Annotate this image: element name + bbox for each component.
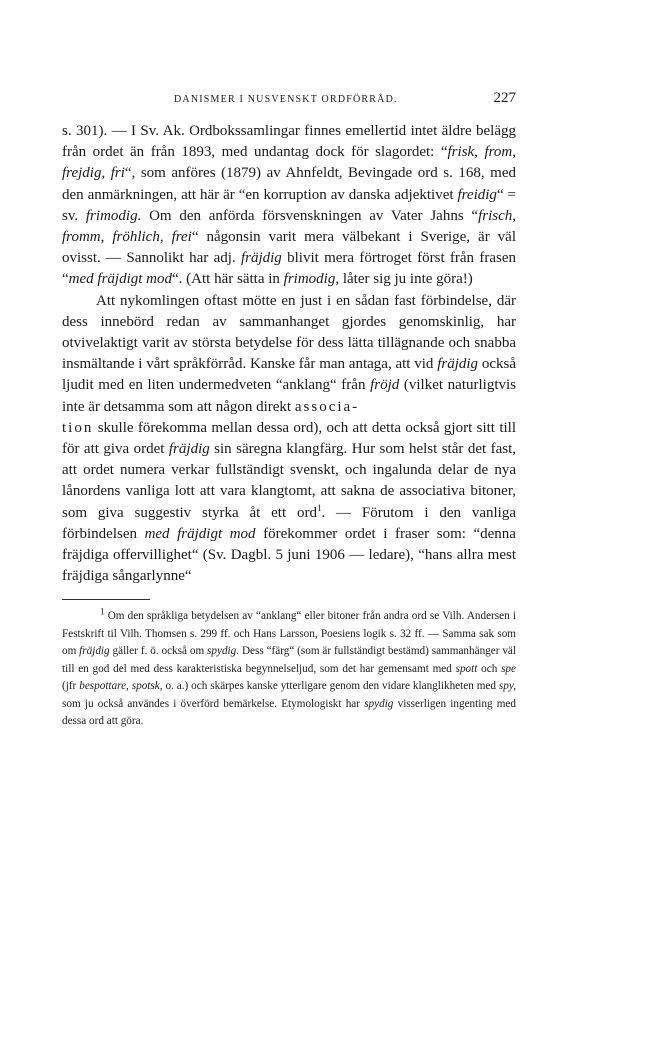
book-page (62, 84, 516, 730)
page-number: 227 (493, 90, 516, 106)
footnote: $^1$ Om den språkliga betydelsen av “anklang“ eller bitoner från andra ord se Vilh. Andersen i Festskrift til Vilh. Thomsen s. 299 ff. och Hans Larsson, Poesiens logik s. 32 ff. — Samma sak som om fräjdig gäller f. ö. också om spydig. Dess “färg“ (som är fullständigt bestämd) sammanhänger väl till en god del med dess karakteristiska begynnelseljud, som det har gemensamt med spott och spe (jfr bespottare, spotsk, o. a.) och skärpes kanske ytterligare genom den vidare klanglikheten med spy, som ju också användes i överförd bemärkelse. Etymologiskt har spydig visserligen ingenting med dessa ord att göra. (62, 606, 516, 727)
footnote-divider (62, 599, 150, 600)
footnote-marker[interactable]: 1 (316, 502, 322, 513)
paragraph-1: s. 301). — I Sv. Ak. Ordbokssamlingar finnes emellertid intet äldre belägg från ordet än från 1893, med undantag dock för slagordet: “frisk, from, frejdig, fri“, som anföres (1879) av Ahnfeldt, Bevingade ord s. 168, med den anmärkningen, att här är “en korruption av danska adjektivet freidig“ = sv. frimodig. Om den anförda försvenskningen av Vater Jahns “frisch, fromm, fröhlich, frei“ någonsin varit mera välbekant i Sverige, är väl ovisst. — Sannolikt har adj. fräjdig blivit mera förtroget först från frasen “med fräjdigt mod“. (Att här sätta in frimodig, låter sig ju inte göra!) (62, 123, 516, 288)
footnote-number: 1 (100, 606, 105, 617)
page-header (62, 84, 516, 106)
running-head: DANISMER I NUSVENSKT ORDFÖRRÅD. (174, 94, 398, 105)
body-text (62, 121, 516, 587)
paragraph-2: Att nykomlingen oftast mötte en just i en sådan fast förbindelse, där dess innebörd redan av sammanhanget gjordes genomskinlig, har otvivelaktigt varit av största betydelse för dess lätta tillägnande och snabba insmältande i vårt språkförråd. Kanske får man antaga, att vid fräjdig också ljudit med en liten undermedveten “anklang“ från fröjd (vilket naturligtvis inte är detsamma som att någon direkt associa- tion skulle förekomma mellan dessa ord), och att detta också gjort sitt till för att giva ordet fräjdig sin säregna klangfärg. Hur som helst står det fast, att ordet numera verkar fullständigt svenskt, och ingalunda delar de nya lånordens vanliga lott att vara klangtomt, att sakna de associativa bitoner, som giva suggestiv styrka åt ett ord$^1$. — Förutom i den vanliga förbindelsen med fräjdigt mod förekommer ordet i fraser som: “denna fräjdiga offervillighet“ (Sv. Dagbl. 5 juni 1906 — ledare), “hans allra mest fräjdiga sångarlynne“ (62, 292, 516, 585)
